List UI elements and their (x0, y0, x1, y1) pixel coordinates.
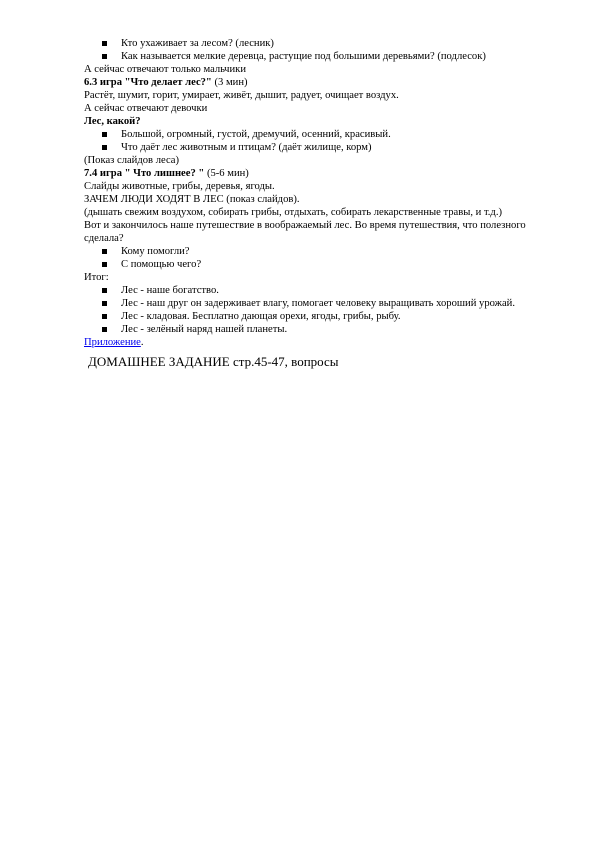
bullet-square-icon (102, 262, 107, 267)
bullet-square-icon (102, 145, 107, 150)
paragraph: (Показ слайдов леса) (84, 155, 180, 166)
list-item (84, 50, 534, 63)
bullet-square-icon (102, 249, 107, 254)
bullet-square-icon (102, 327, 107, 332)
paragraph: ЗАЧЕМ ЛЮДИ ХОДЯТ В ЛЕС (показ слайдов). (84, 194, 300, 205)
appendix-line (84, 336, 534, 349)
list-item (84, 297, 534, 310)
paragraph: А сейчас отвечают девочки (84, 103, 208, 114)
paragraph: Итог: (84, 272, 109, 283)
list-item-text: Лес - наше богатство. (121, 285, 219, 296)
heading-duration: (3 мин) (211, 77, 248, 88)
section-heading-game-7-4 (84, 167, 534, 180)
paragraph: Слайды животные, грибы, деревья, ягоды. (84, 181, 275, 192)
list-item-text: Кто ухаживает за лесом? (лесник) (121, 38, 274, 49)
list-item (84, 245, 534, 258)
appendix-link[interactable]: Приложение (84, 337, 141, 348)
list-item-text: Как называется мелкие деревца, растущие под большими деревьями? (подлесок) (121, 51, 486, 62)
list-item (84, 284, 534, 297)
bullet-square-icon (102, 314, 107, 319)
list-item (84, 37, 534, 50)
bullet-square-icon (102, 41, 107, 46)
list-item (84, 310, 534, 323)
bullet-square-icon (102, 301, 107, 306)
section-heading-game-6-3 (84, 76, 534, 89)
bullet-square-icon (102, 288, 107, 293)
paragraph: Растёт, шумит, горит, умирает, живёт, дышит, радует, очищает воздух. (84, 90, 399, 101)
list-item-text: Лес - зелёный наряд нашей планеты. (121, 324, 288, 335)
list-item-text: Лес - кладовая. Бесплатно дающая орехи, ягоды, грибы, рыбу. (121, 311, 401, 322)
list-item (84, 323, 534, 336)
document-body (84, 37, 534, 370)
paragraph: (дышать свежим воздухом, собирать грибы, отдыхать, собирать лекарственные травы, и т.д.) (84, 207, 503, 218)
heading-title: 6.3 игра "Что делает лес?" (84, 77, 212, 88)
list-item-text: Лес - наш друг он задерживает влагу, помогает человеку выращивать хороший урожай. (121, 298, 515, 309)
paragraph: А сейчас отвечают только мальчики (84, 64, 246, 75)
list-item (84, 141, 534, 154)
list-item-text: Большой, огромный, густой, дремучий, осенний, красивый. (121, 129, 391, 140)
list-item (84, 258, 534, 271)
paragraph: Вот и закончилось наше путешествие в воображаемый лес. Во время путешествия, что полезного сделала? (84, 220, 526, 244)
heading-title: 7.4 игра " Что лишнее? " (84, 168, 205, 179)
bullet-square-icon (102, 54, 107, 59)
heading-duration: (5-6 мин) (204, 168, 249, 179)
list-item-text: С помощью чего? (121, 259, 202, 270)
list-item-text: Что даёт лес животным и птицам? (даёт жилище, корм) (121, 142, 372, 153)
homework-assignment: ДОМАШНЕЕ ЗАДАНИЕ стр.45-47, вопросы (88, 354, 339, 369)
appendix-period: . (140, 337, 144, 348)
bullet-square-icon (102, 132, 107, 137)
section-heading-forest-question: Лес, какой? (84, 116, 141, 127)
list-item-text: Кому помогли? (121, 246, 190, 257)
list-item (84, 128, 534, 141)
